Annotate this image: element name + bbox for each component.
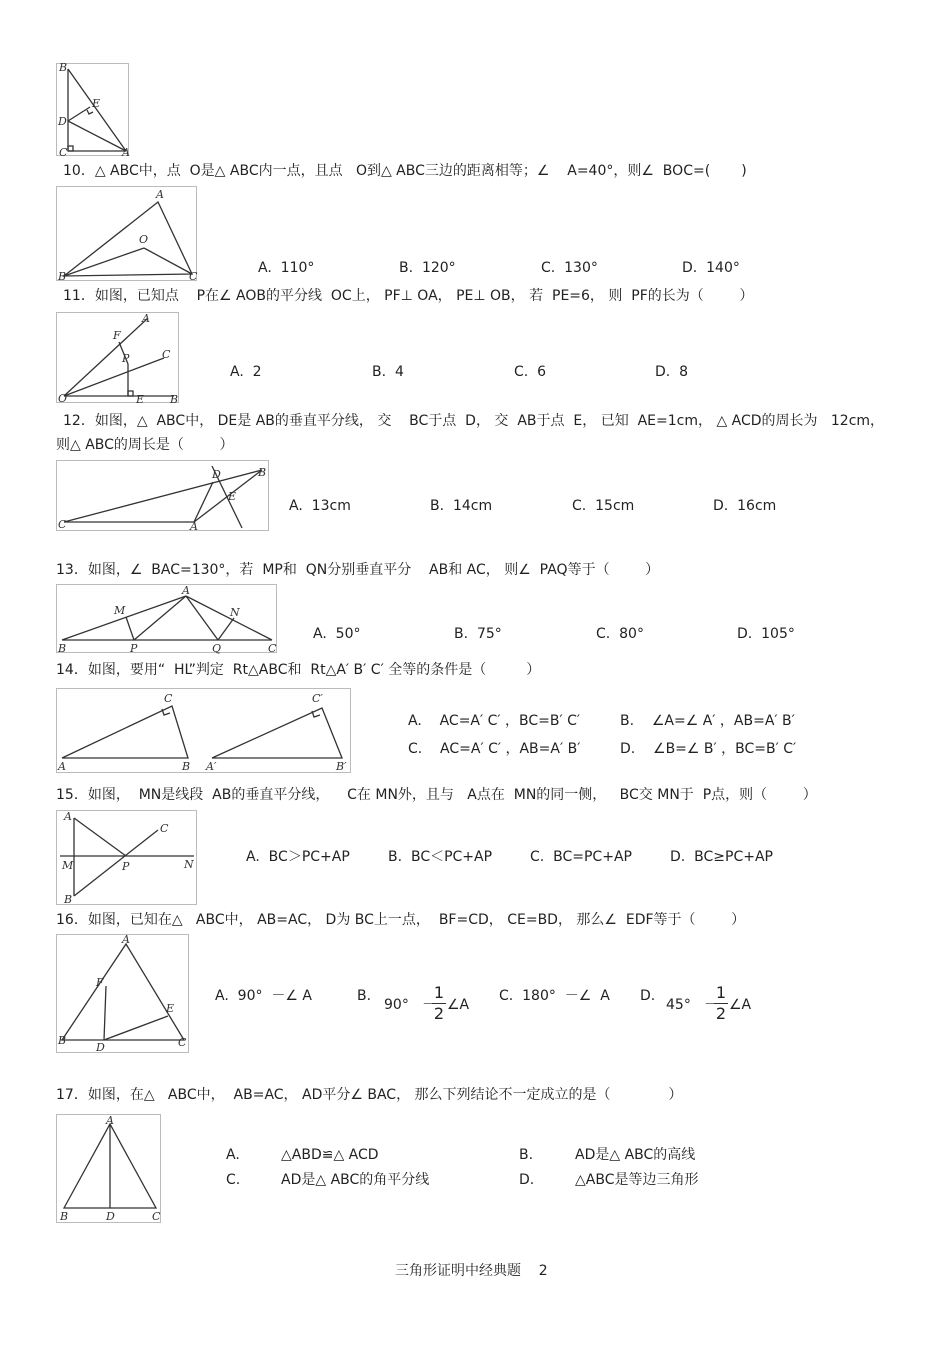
q15-label-c: C — [160, 822, 169, 835]
q11-label-e: E — [136, 393, 145, 404]
q16-figure — [56, 934, 190, 1054]
q16-label-e: E — [166, 1002, 175, 1015]
q13-label-b: B — [58, 642, 67, 654]
q9-label-b: B — [59, 63, 68, 74]
q15-option-d[interactable]: D. BC≥PC+AP — [670, 849, 773, 865]
q16-option-b-fraction — [432, 984, 446, 1023]
q10-option-a[interactable]: A. 110° — [258, 260, 315, 276]
q13-label-n: N — [230, 606, 240, 619]
q15-figure — [56, 810, 198, 906]
fraction-denominator: 2 — [433, 1004, 445, 1023]
q17-option-a-text[interactable]: △ABD≌△ ACD — [281, 1147, 379, 1163]
q12-figure — [56, 460, 270, 532]
q17-option-d-text[interactable]: △ABC是等边三角形 — [575, 1172, 699, 1188]
fraction-numerator: 1 — [433, 983, 445, 1002]
q16-option-c[interactable]: C. 180° －∠ A — [499, 988, 610, 1004]
q16-option-d-letter[interactable]: D. — [640, 988, 656, 1004]
q14-label-c-prime: C′ — [312, 692, 323, 705]
q13-option-a[interactable]: A. 50° — [313, 626, 361, 642]
q10-label-b: B — [58, 270, 67, 282]
q14-option-a[interactable]: A. AC=A′ C′ ，BC=B′ C′ — [408, 713, 581, 729]
q15-label-b: B — [64, 893, 73, 906]
q14-option-b[interactable]: B. ∠A=∠ A′ ，AB=A′ B′ — [620, 713, 795, 729]
q15-option-a[interactable]: A. BC＞PC+AP — [246, 849, 350, 865]
q15-label-p: P — [122, 860, 130, 873]
q10-figure — [56, 186, 198, 282]
q14-figure — [56, 688, 352, 774]
q13-stem: 13．如图，∠ BAC=130°，若 MP和 QN分别垂直平分 AB和 AC， 则∠ PAQ等于（ ） — [56, 562, 660, 578]
q13-label-c: C — [268, 642, 277, 654]
q16-label-a: A — [122, 934, 130, 946]
q17-option-d-letter[interactable]: D. — [519, 1172, 535, 1188]
q14-option-c[interactable]: C. AC=A′ C′ ，AB=A′ B′ — [408, 741, 581, 757]
q9-label-d: D — [58, 115, 67, 128]
q10-option-c[interactable]: C. 130° — [541, 260, 598, 276]
q11-label-c: C — [162, 348, 171, 361]
q17-figure — [56, 1114, 162, 1224]
q17-label-a: A — [106, 1114, 114, 1127]
q17-label-b: B — [60, 1210, 69, 1223]
q12-option-a[interactable]: A. 13cm — [289, 498, 351, 514]
q10-option-d[interactable]: D. 140° — [682, 260, 740, 276]
q13-label-p: P — [130, 642, 138, 654]
q14-label-c: C — [164, 692, 173, 705]
q11-stem: 11．如图，已知点 P在∠ AOB的平分线 OC上， PF⊥ OA， PE⊥ OB， 若 PE=6， 则 PF的长为（ ） — [63, 288, 754, 304]
q9-label-e: E — [92, 97, 101, 110]
q11-label-p: P — [122, 352, 130, 365]
q15-stem: 15．如图， MN是线段 AB的垂直平分线， C在 MN外，且与 A点在 MN的同一侧， BC交 MN于 P点，则（ ） — [56, 787, 817, 803]
q13-label-a: A — [182, 584, 190, 597]
q10-label-c: C — [189, 270, 198, 282]
q12-label-a: A — [190, 520, 198, 532]
q9-label-a: A — [122, 146, 130, 157]
q16-option-a[interactable]: A. 90° －∠ A — [215, 988, 312, 1004]
q17-option-a-letter[interactable]: A. — [226, 1147, 240, 1163]
q13-label-m: M — [114, 604, 126, 617]
q11-option-d[interactable]: D. 8 — [655, 364, 689, 380]
page-footer: 三角形证明中经典题 2 — [395, 1263, 548, 1279]
q17-label-d: D — [106, 1210, 115, 1223]
q17-label-c: C — [152, 1210, 161, 1223]
q15-label-a: A — [64, 810, 72, 823]
q10-label-a: A — [156, 188, 164, 201]
q12-option-b[interactable]: B. 14cm — [430, 498, 493, 514]
q14-stem: 14．如图，要用“ HL”判定 Rt△ABC和 Rt△A′ B′ C′ 全等的条件是（ ） — [56, 662, 541, 678]
q16-stem: 16．如图，已知在△ ABC中， AB=AC， D为 BC上一点， BF=CD， CE=BD， 那么∠ EDF等于（ ） — [56, 912, 746, 928]
q14-label-a: A — [58, 760, 66, 773]
q12-label-b: B — [258, 466, 267, 479]
q10-option-b[interactable]: B. 120° — [399, 260, 456, 276]
q17-option-c-letter[interactable]: C. — [226, 1172, 241, 1188]
q13-option-c[interactable]: C. 80° — [596, 626, 644, 642]
q17-option-b-text[interactable]: AD是△ ABC的高线 — [575, 1147, 696, 1163]
q12-option-c[interactable]: C. 15cm — [572, 498, 635, 514]
fraction-denominator: 2 — [715, 1004, 727, 1023]
q14-label-b: B — [182, 760, 191, 773]
q10-label-o: O — [139, 233, 149, 246]
q15-label-n: N — [184, 858, 194, 871]
q16-option-b-letter[interactable]: B. — [357, 988, 372, 1004]
q16-option-d-suffix: ∠A — [729, 997, 752, 1013]
q16-option-b-suffix: ∠A — [447, 997, 470, 1013]
q17-option-c-text[interactable]: AD是△ ABC的角平分线 — [281, 1172, 430, 1188]
q17-stem: 17．如图，在△ ABC中， AB=AC， AD平分∠ BAC， 那么下列结论不一定成立的是（ ） — [56, 1087, 683, 1103]
q11-figure — [56, 312, 180, 404]
q11-label-o: O — [58, 392, 68, 404]
q17-option-b-letter[interactable]: B. — [519, 1147, 534, 1163]
q11-label-f: F — [113, 329, 121, 342]
q12-label-d: D — [212, 468, 221, 481]
q12-option-d[interactable]: D. 16cm — [713, 498, 777, 514]
q9-label-c: C — [59, 146, 68, 157]
q14-option-d[interactable]: D. ∠B=∠ B′ ，BC=B′ C′ — [620, 741, 797, 757]
q15-option-c[interactable]: C. BC=PC+AP — [530, 849, 632, 865]
q12-label-c: C — [58, 518, 67, 531]
q12-label-e: E — [228, 490, 237, 503]
q13-option-d[interactable]: D. 105° — [737, 626, 795, 642]
q16-option-d-prefix: 45° － — [666, 997, 719, 1013]
q13-label-q: Q — [212, 642, 222, 654]
q12-stem-line1: 12．如图，△ ABC中， DE是 AB的垂直平分线， 交 BC于点 D， 交 AB于点 E， 已知 AE=1cm， △ ACD的周长为 12cm， — [63, 413, 885, 429]
fraction-numerator: 1 — [715, 983, 727, 1002]
q14-label-a-prime: A′ — [206, 760, 217, 773]
q16-label-c: C — [178, 1036, 187, 1049]
q11-label-a: A — [142, 312, 150, 325]
q11-option-a[interactable]: A. 2 — [230, 364, 262, 380]
q16-option-b-prefix: 90° － — [384, 997, 437, 1013]
q16-label-b: B — [58, 1034, 67, 1047]
q16-label-f: F — [96, 976, 104, 989]
q11-option-b[interactable]: B. 4 — [372, 364, 404, 380]
q9-figure — [56, 63, 130, 157]
q13-option-b[interactable]: B. 75° — [454, 626, 502, 642]
q11-label-b: B — [170, 393, 179, 404]
q12-stem-line2: 则△ ABC的周长是（ ） — [56, 437, 234, 453]
q15-option-b[interactable]: B. BC＜PC+AP — [388, 849, 493, 865]
q11-option-c[interactable]: C. 6 — [514, 364, 547, 380]
q13-figure — [56, 584, 278, 654]
q10-stem: 10．△ ABC中，点 O是△ ABC内一点，且点 O到△ ABC三边的距离相等；∠ A=40°，则∠ BOC=( ) — [63, 163, 747, 179]
q16-option-d-fraction — [714, 984, 728, 1023]
q16-label-d: D — [96, 1041, 105, 1054]
q15-label-m: M — [62, 859, 74, 872]
q14-label-b-prime: B′ — [336, 760, 347, 773]
